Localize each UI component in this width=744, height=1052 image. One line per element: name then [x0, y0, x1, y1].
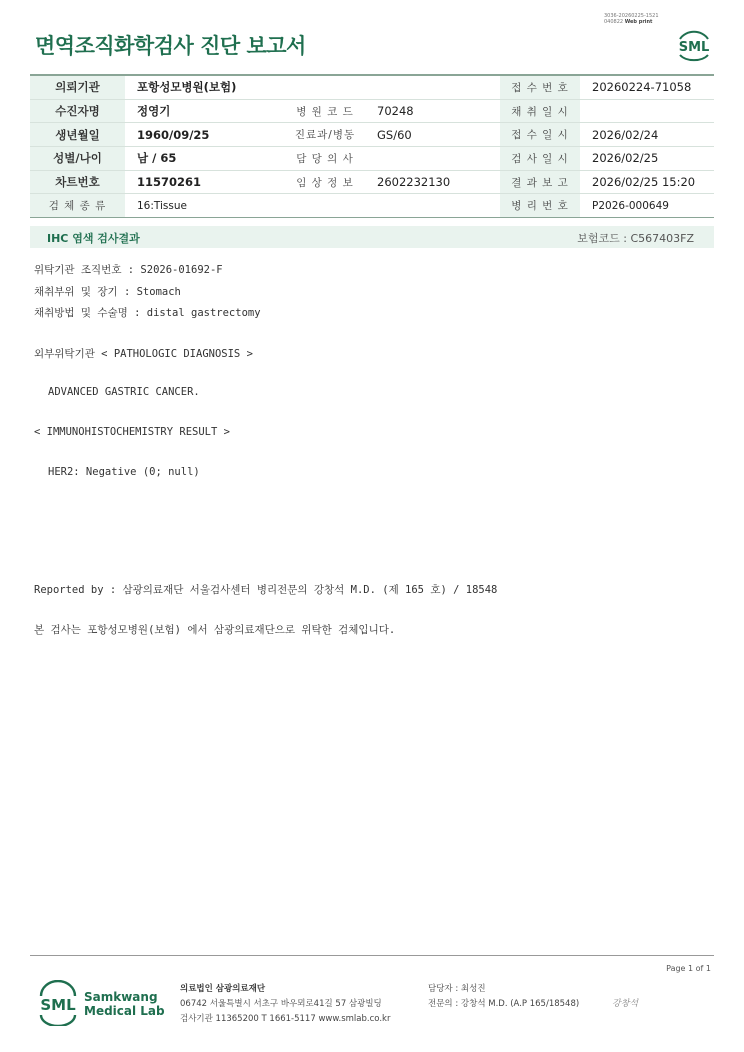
specimen-type-label: 검 체 종 류 [30, 194, 125, 218]
patient-name-label: 수진자명 [30, 99, 125, 123]
sex-age-value: 남 / 65 [125, 147, 285, 171]
result-report-label: 결 과 보 고 [500, 170, 580, 194]
pathology-number-value: P2026-000649 [592, 199, 669, 212]
brand-line1: Samkwang [84, 990, 158, 1004]
clinical-info-value: 2602232130 [365, 170, 500, 194]
info-row [30, 147, 714, 171]
page-number: Page 1 of 1 [666, 964, 711, 973]
pathologic-diagnosis-heading: 외부위탁기관 < PATHOLOGIC DIAGNOSIS > [34, 348, 253, 360]
collection-date-label: 채 취 일 시 [500, 99, 580, 123]
doc-code-line1: 3036-20260225-1521 [604, 13, 659, 19]
consignment-tissue-number: 위탁기관 조직번호 : S2026-01692-F [34, 264, 223, 276]
signature: 강창석 [612, 999, 639, 1009]
footer-specialist: 전문의 : 강창석 M.D. (A.P 165/18548) [428, 999, 580, 1009]
collection-site: 채취부위 및 장기 : Stomach [34, 286, 181, 298]
test-date-label: 검 사 일 시 [500, 147, 580, 171]
hospital-code-value: 70248 [365, 99, 500, 123]
collection-method: 채취방법 및 수술명 : distal gastrectomy [34, 307, 261, 319]
referring-institution-label: 의뢰기관 [30, 75, 125, 99]
insurance-code: 보험코드 : C567403FZ [577, 232, 694, 245]
footer-address: 06742 서울특별시 서초구 바우뫼로41길 57 삼광빌딩 [180, 999, 382, 1009]
info-row [30, 123, 714, 147]
info-row [30, 99, 714, 123]
reported-by: Reported by : 삼광의료재단 서울검사센터 병리전문의 강창석 M.D. (제 165 호) / 18548 [34, 584, 498, 596]
document-code [604, 13, 659, 25]
hospital-code-label: 병 원 코 드 [285, 99, 365, 123]
footer-logo-text: SML [40, 996, 76, 1014]
sml-logo-icon [674, 25, 714, 63]
receipt-number-value: 20260224-71058 [580, 75, 714, 99]
footer-divider [30, 955, 714, 956]
department-label: 진료과/병동 [285, 123, 365, 147]
section-header [30, 226, 714, 248]
receipt-date-value: 2026/02/24 [580, 123, 714, 147]
patient-info-table [30, 74, 714, 218]
sml-footer-logo-icon [36, 980, 80, 1026]
footer-contact: 검사기관 11365200 T 1661-5117 www.smlab.co.kr [180, 1014, 391, 1024]
patient-name-value: 정영기 [125, 99, 285, 123]
receipt-number-label: 접 수 번 호 [500, 75, 580, 99]
her2-result: HER2: Negative (0; null) [48, 466, 200, 478]
receipt-date-label: 접 수 일 시 [500, 123, 580, 147]
diagnosis-text: ADVANCED GASTRIC CANCER. [48, 386, 200, 398]
birth-date-label: 생년월일 [30, 123, 125, 147]
department-value: GS/60 [365, 123, 500, 147]
result-report-value: 2026/02/25 15:20 [580, 170, 714, 194]
doctor-value [365, 147, 500, 171]
referring-institution-value: 포항성모병원(보험) [125, 75, 500, 99]
consignment-notice: 본 검사는 포항성모병원(보험) 에서 삼광의료재단으로 위탁한 검체입니다. [34, 624, 396, 636]
doctor-label: 담 당 의 사 [285, 147, 365, 171]
footer-organization: 의료법인 삼광의료재단 [180, 984, 266, 994]
chart-number-value: 11570261 [125, 170, 285, 194]
brand-line2: Medical Lab [84, 1004, 165, 1018]
collection-date-value [580, 99, 714, 123]
web-print-label: Web print [624, 19, 653, 25]
chart-number-label: 차트번호 [30, 170, 125, 194]
report-title: 면역조직화학검사 진단 보고서 [35, 34, 306, 58]
pathology-number-label: 병 리 번 호 [500, 194, 580, 218]
doc-code-line2: 040822 [604, 19, 624, 25]
sex-age-label: 성별/나이 [30, 147, 125, 171]
ihc-result-heading: < IMMUNOHISTOCHEMISTRY RESULT > [34, 426, 230, 438]
brand-name [84, 990, 165, 1018]
info-row [30, 170, 714, 194]
logo-text: SML [678, 40, 710, 55]
specimen-type-value: 16:Tissue [137, 199, 187, 212]
birth-date-value: 1960/09/25 [125, 123, 285, 147]
footer-manager: 담당자 : 최성진 [428, 984, 486, 994]
info-row [30, 194, 714, 218]
test-date-value: 2026/02/25 [580, 147, 714, 171]
clinical-info-label: 임 상 정 보 [285, 170, 365, 194]
section-title: IHC 염색 검사결과 [47, 232, 140, 245]
info-row [30, 75, 714, 99]
